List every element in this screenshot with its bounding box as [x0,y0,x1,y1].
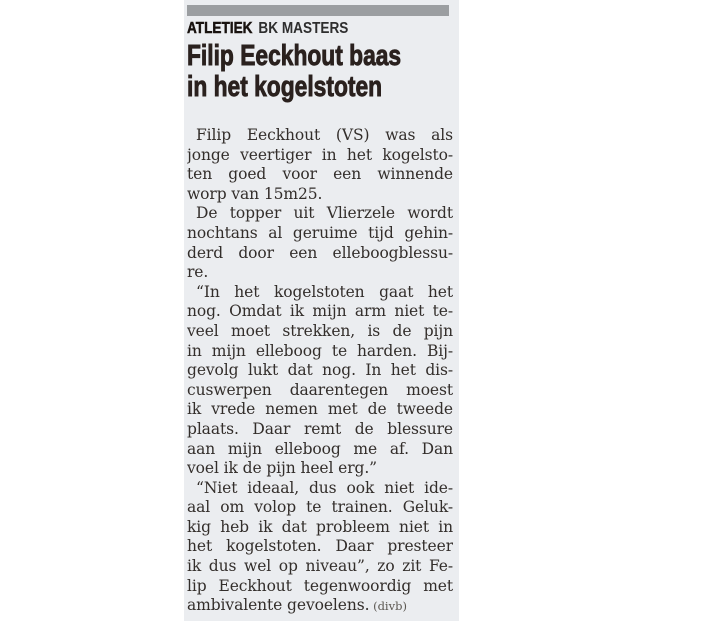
kicker-event: BK MASTERS [258,20,349,37]
body-line: voel ik de pijn heel erg.” [187,459,378,478]
kicker-category: ATLETIEK [187,20,253,37]
author-credit: (divb) [369,599,407,614]
headline-line: Filip Eeckhout baas [187,40,402,72]
headline-line: in het kogelstoten [187,70,383,103]
body-line: plaats. Daar remt de blessure [187,419,453,438]
kicker [187,20,348,38]
body-line: De topper uit Vlierzele wordt [196,204,453,223]
article-headline [187,41,455,102]
body-line: het kogelstoten. Daar presteer [187,537,453,556]
body-line: lip Eeckhout tegenwoordig met [187,576,453,595]
body-line: cuswerpen daarentegen moest [187,380,453,399]
body-line: veel moet strekken, is de pijn [187,321,453,340]
news-article [184,0,459,621]
body-line: nochtans al geruime tijd gehin- [187,223,453,242]
body-line: ik dus wel op niveau”, zo zit Fe- [187,557,453,576]
body-line: in mijn elleboog te harden. Bij- [187,341,453,360]
body-line: ten goed voor een winnende [187,165,453,184]
article-body [187,126,453,616]
body-line: ambivalente gevoelens. (divb) [187,596,407,615]
body-line: worp van 15m25. [187,184,323,203]
body-line: aal om volop te trainen. Geluk- [187,498,453,517]
body-line: gevolg lukt dat nog. In het dis- [187,361,453,380]
body-line: aan mijn elleboog me af. Dan [187,439,453,458]
body-line: ik vrede nemen met de tweede [187,400,453,419]
body-line: “In het kogelstoten gaat het [196,282,453,301]
body-line: jonge veertiger in het kogelsto- [187,145,453,164]
body-line: nog. Omdat ik mijn arm niet te- [187,302,453,321]
body-line: kig heb ik dat probleem niet in [187,517,453,536]
body-line: “Niet ideaal, dus ook niet ide- [196,478,453,497]
body-line: Filip Eeckhout (VS) was als [196,126,453,144]
body-line: re. [187,263,209,282]
body-line: derd door een elleboogblessu- [187,243,453,262]
section-divider-bar [187,5,449,16]
